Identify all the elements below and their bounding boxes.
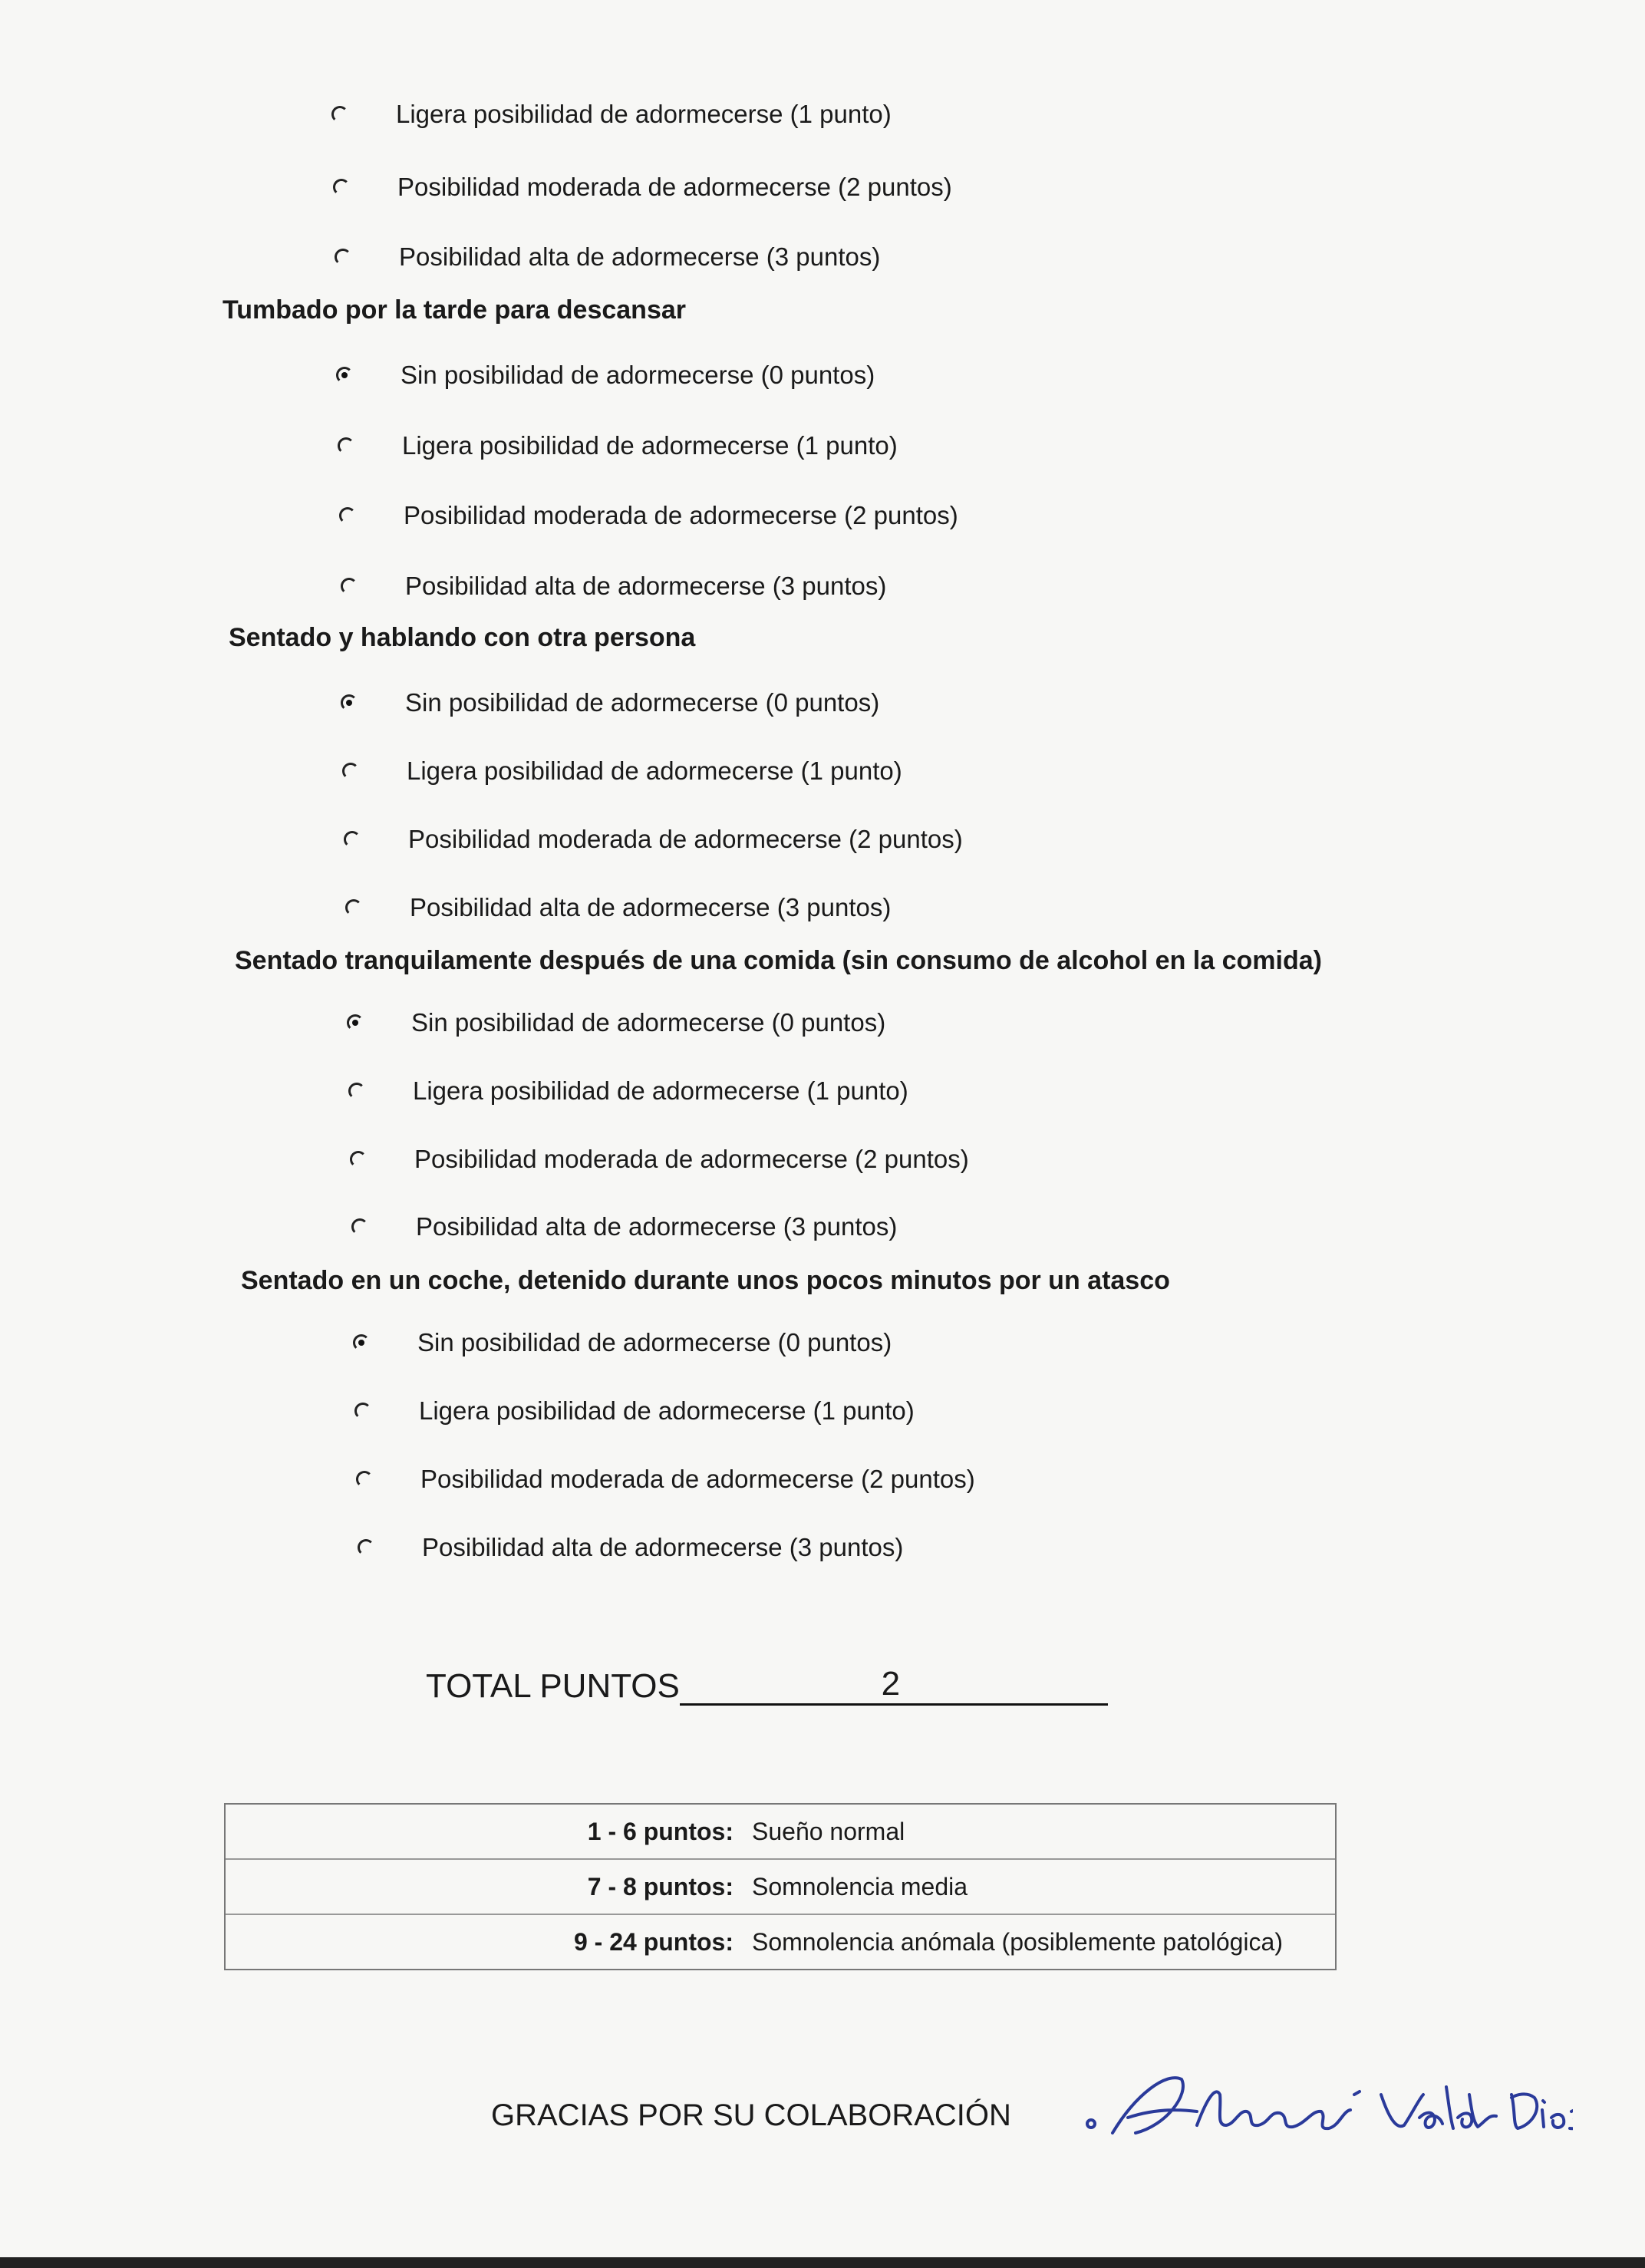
q4-option-1[interactable] [353,1328,892,1357]
option-label: Posibilidad moderada de adormecerse (2 puntos) [420,1465,975,1493]
option-label: Sin posibilidad de adormecerse (0 puntos) [401,361,875,389]
radio-icon[interactable] [341,578,358,595]
radio-icon[interactable] [354,1403,371,1419]
option-label: Posibilidad moderada de adormecerse (2 puntos) [414,1145,969,1173]
radio-icon[interactable] [331,106,348,123]
option-label: Posibilidad alta de adormecerse (3 puntos) [399,242,881,271]
continuation-option-2[interactable] [333,173,952,202]
radio-icon[interactable] [348,1083,365,1099]
scale-range: 9 - 24 puntos: [573,1927,733,1956]
scale-description: Somnolencia media [752,1872,968,1900]
radio-icon[interactable] [335,249,351,265]
scale-description: Somnolencia anómala (posiblemente patológica) [752,1927,1283,1956]
q1-option-4[interactable] [341,572,886,601]
radio-icon[interactable] [350,1151,367,1168]
total-underline [901,1668,1108,1706]
total-underline [680,1668,881,1706]
q3-option-1[interactable] [347,1008,885,1037]
total-value[interactable]: 2 [881,1665,901,1706]
total-label: TOTAL PUNTOS [426,1667,680,1705]
q1-option-1[interactable] [336,361,875,390]
scale-range: 1 - 6 puntos: [587,1817,733,1845]
table-row [226,1805,1335,1860]
total-points [426,1665,1108,1706]
table-row [226,1915,1335,1969]
q2-option-3[interactable] [344,825,963,854]
option-label: Ligera posibilidad de adormecerse (1 punto) [407,757,902,785]
question-title: Sentado tranquilamente después de una comida (sin consumo de alcohol en la comida) [235,946,1322,975]
radio-icon[interactable] [358,1539,374,1556]
scale-range: 7 - 8 puntos: [587,1872,733,1900]
option-label: Posibilidad moderada de adormecerse (2 puntos) [404,501,958,529]
radio-icon[interactable] [351,1218,368,1235]
radio-icon[interactable] [338,437,354,454]
q3-option-4[interactable] [351,1212,897,1241]
radio-icon[interactable] [356,1471,373,1488]
radio-checked-icon[interactable] [336,367,353,384]
q2-option-1[interactable] [341,688,879,717]
option-label: Sin posibilidad de adormecerse (0 puntos) [417,1328,892,1357]
question-title: Tumbado por la tarde para descansar [223,295,686,325]
question-title: Sentado y hablando con otra persona [229,623,696,652]
option-label: Ligera posibilidad de adormecerse (1 punto) [413,1076,908,1105]
radio-icon[interactable] [342,763,359,780]
scan-edge [0,2257,1645,2268]
option-label: Posibilidad alta de adormecerse (3 puntos) [422,1533,904,1561]
q4-option-3[interactable] [356,1465,975,1494]
option-label: Ligera posibilidad de adormecerse (1 punto) [396,100,892,128]
option-label: Posibilidad alta de adormecerse (3 puntos) [410,893,892,921]
q4-option-2[interactable] [354,1396,915,1426]
continuation-option-1[interactable] [331,100,892,129]
option-label: Ligera posibilidad de adormecerse (1 punto) [402,431,898,460]
table-row [226,1860,1335,1915]
signature-drawing [1082,2064,1573,2148]
option-label: Posibilidad alta de adormecerse (3 puntos) [416,1212,898,1241]
handwritten-signature [1082,2064,1573,2152]
option-label: Posibilidad moderada de adormecerse (2 puntos) [397,173,952,201]
option-label: Posibilidad alta de adormecerse (3 puntos) [405,572,887,600]
option-label: Sin posibilidad de adormecerse (0 puntos) [411,1008,886,1037]
radio-icon[interactable] [333,179,350,196]
q1-option-3[interactable] [339,501,958,530]
radio-icon[interactable] [344,831,361,848]
q3-option-3[interactable] [350,1145,969,1174]
question-title: Sentado en un coche, detenido durante unos pocos minutos por un atasco [241,1266,1170,1295]
q2-option-2[interactable] [342,757,902,786]
option-label: Posibilidad moderada de adormecerse (2 puntos) [408,825,963,853]
q2-option-4[interactable] [345,893,891,922]
option-label: Sin posibilidad de adormecerse (0 puntos) [405,688,880,717]
scale-description: Sueño normal [752,1817,905,1845]
radio-icon[interactable] [339,507,356,524]
radio-checked-icon[interactable] [347,1014,364,1031]
radio-checked-icon[interactable] [341,694,358,711]
q1-option-2[interactable] [338,431,898,460]
radio-checked-icon[interactable] [353,1334,370,1351]
thanks-text: GRACIAS POR SU COLABORACIÓN [491,2098,1011,2132]
option-label: Ligera posibilidad de adormecerse (1 punto) [419,1396,915,1425]
continuation-option-3[interactable] [335,242,880,272]
radio-icon[interactable] [345,899,362,916]
score-scale-table [224,1803,1337,1970]
q4-option-4[interactable] [358,1533,903,1562]
q3-option-2[interactable] [348,1076,908,1106]
